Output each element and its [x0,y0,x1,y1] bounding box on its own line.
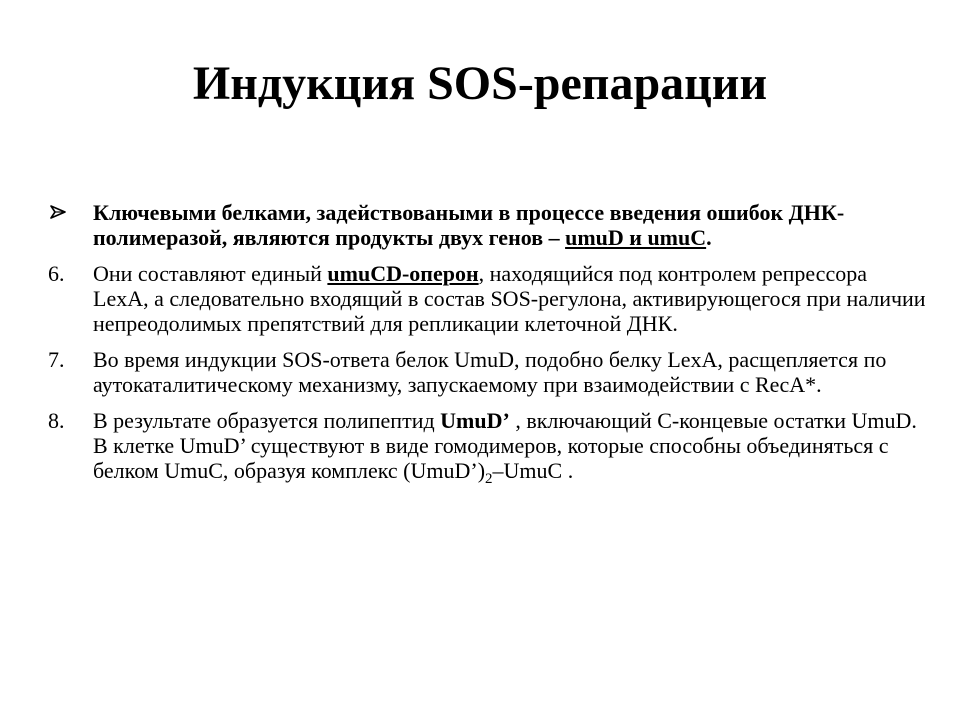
item-text: Ключевыми белками, задействоваными в процессе введения ошибок ДНК-полимеразой, являются продукты двух генов – [93,200,845,250]
gene-names: umuD и umuC [565,225,707,250]
list-item [48,347,928,397]
operon-name: umuCD-оперон [327,261,479,286]
item-text: Они составляют единый [93,261,328,286]
arrow-bullet-icon [50,205,66,219]
item-text: Во время индукции SOS-ответа белок UmuD, подобно белку LexA, расщепляется по аутокаталитическому механизму, запускаемому при взаимодействии с RecA*. [93,347,887,397]
item-number: 6. [48,261,65,286]
item-text-middle: , включающий С-концевые остатки UmuD. В клетке UmuD’ существуют в виде гомодимеров, которые способны объединяться с белком UmuC, образуя комплекс (UmuD’) [93,408,917,483]
slide-title: Индукция SOS-репарации [192,57,768,110]
item-number: 8. [48,408,65,433]
content-list [48,200,928,494]
polypeptide-name: UmuD’ [440,408,510,433]
list-item [48,408,928,487]
item-text-end: , находящийся под контролем репрессора LexA, а следовательно входящий в состав SOS-регулона, активирующегося при наличии непреодолимых препятствий для репликации клеточной ДНК. [93,261,926,336]
list-item [48,200,928,250]
item-text: В результате образуется полипептид [93,408,441,433]
item-text-end: –UmuC . [492,458,574,483]
list-item [48,261,928,336]
item-number: 7. [48,347,65,372]
item-text-end: . [706,225,712,250]
subscript: 2 [485,471,493,487]
